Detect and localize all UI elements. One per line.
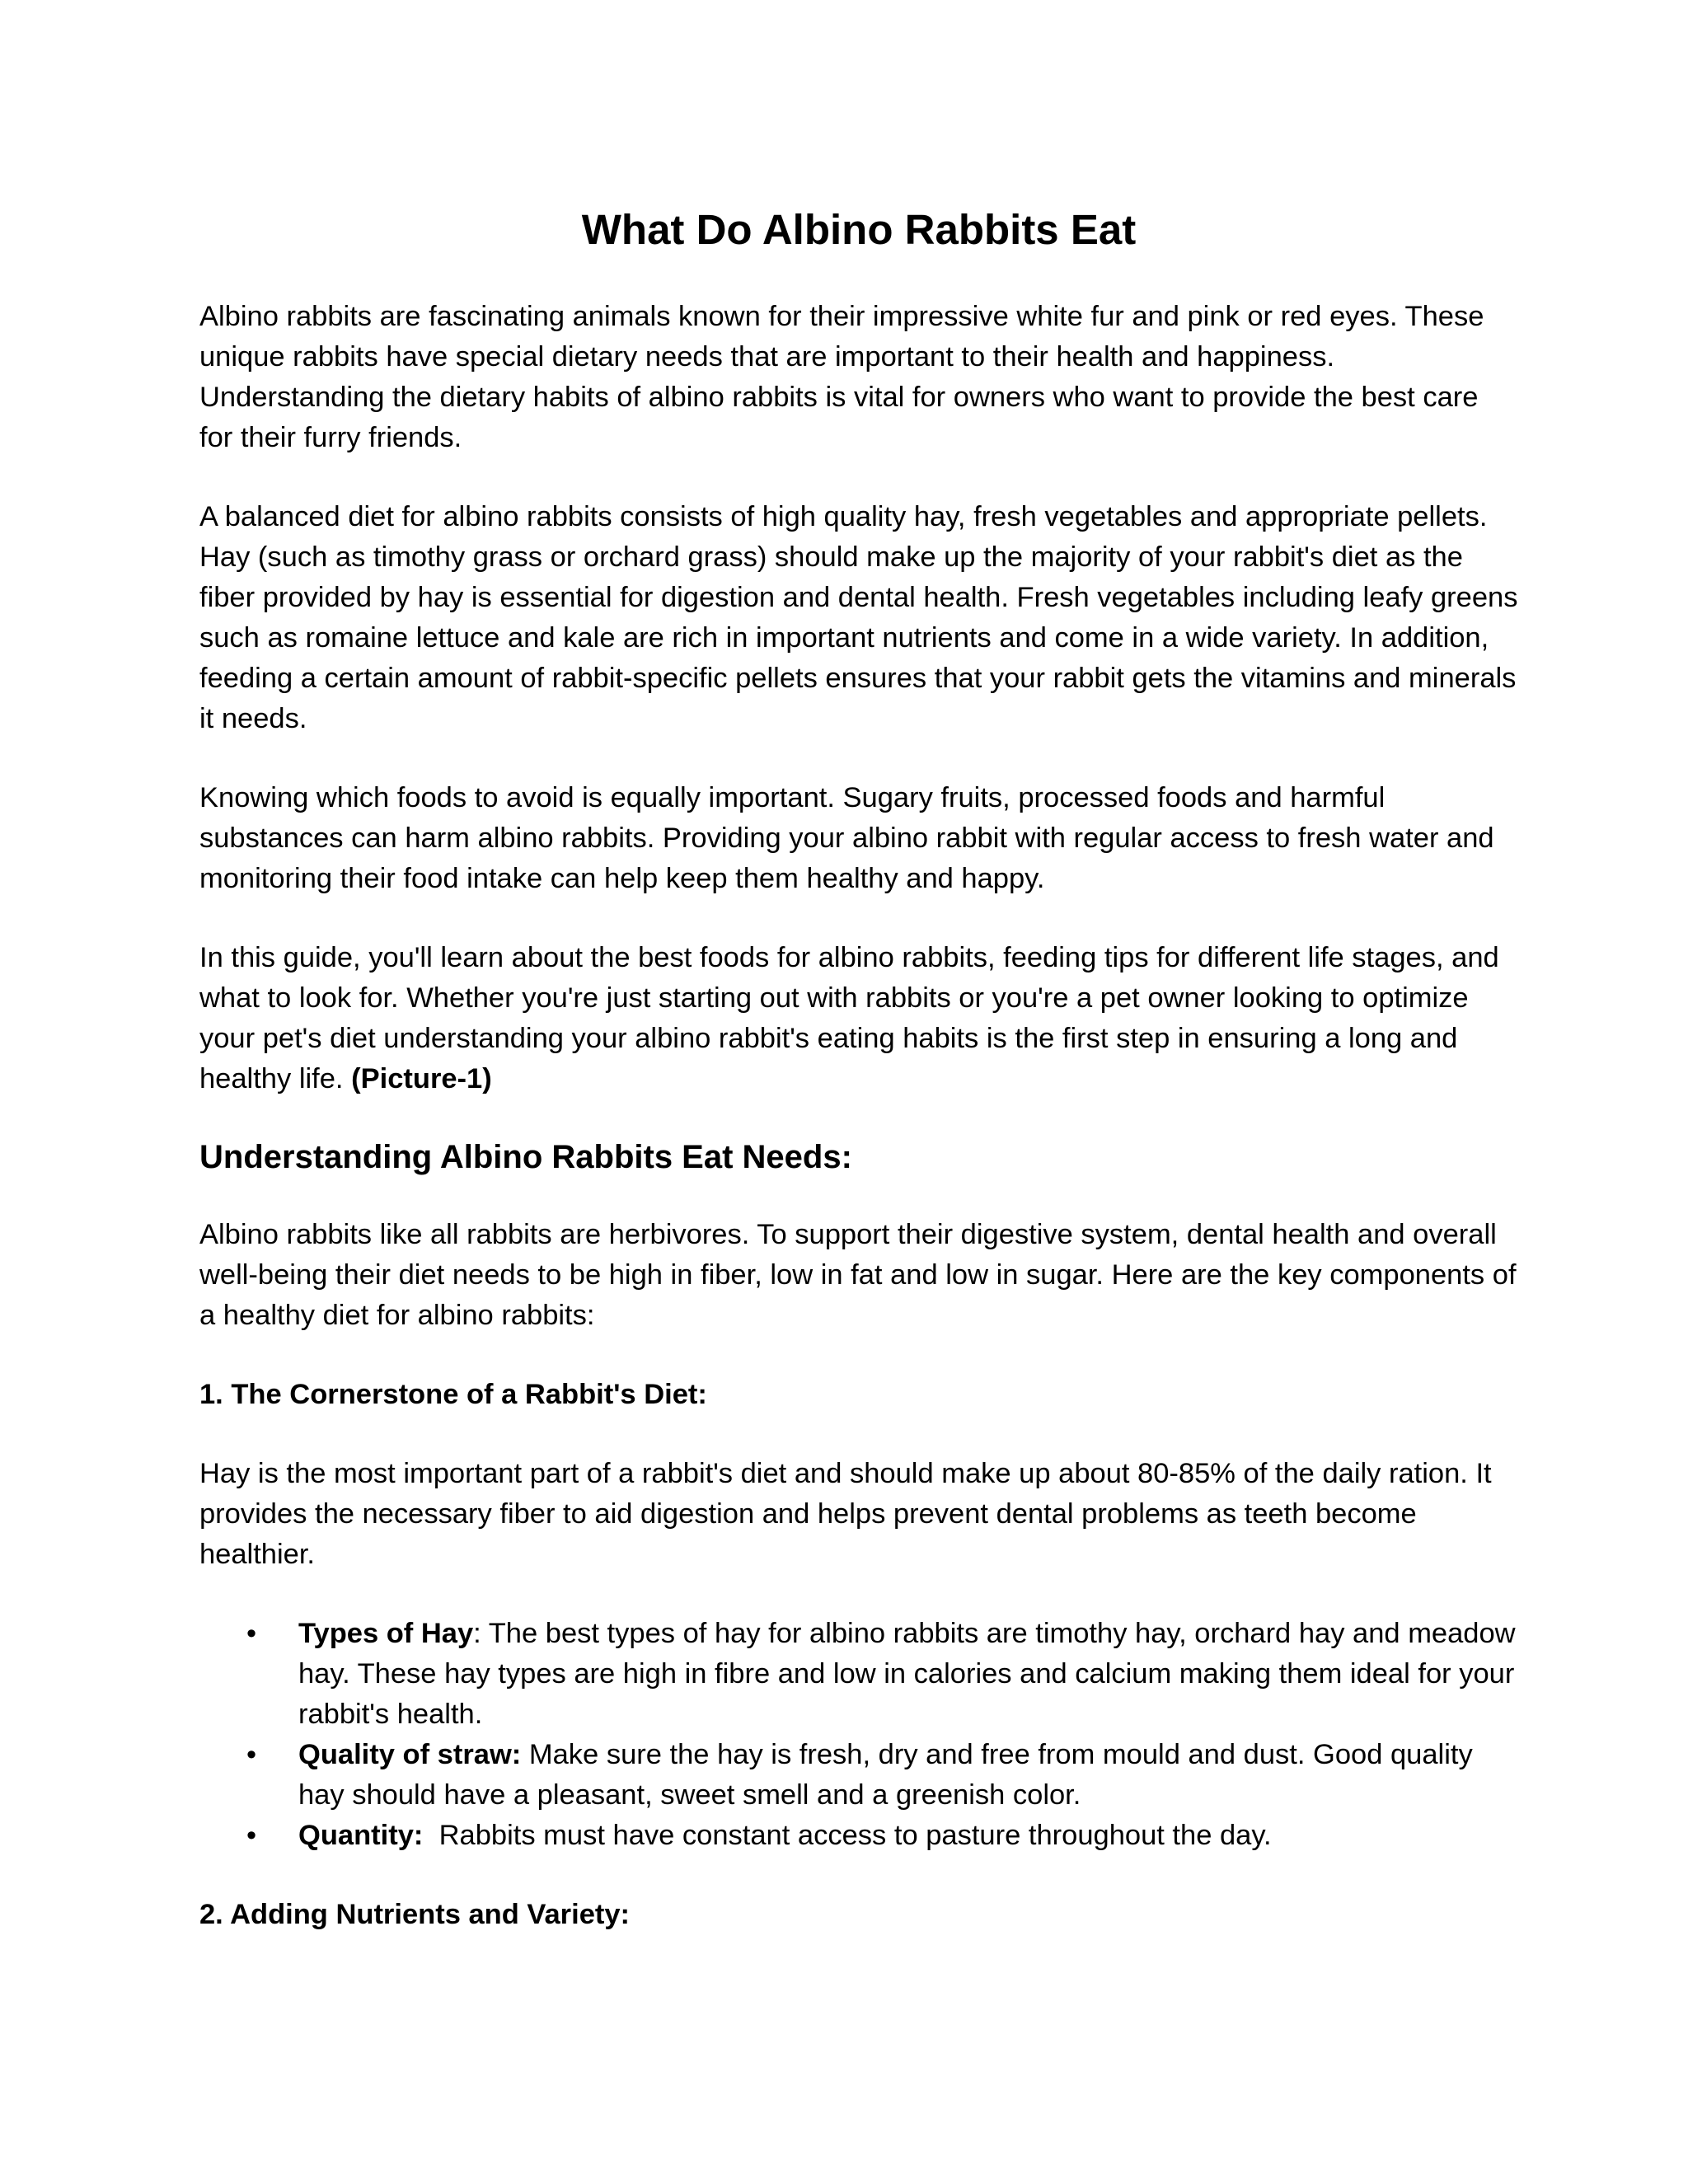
bullet-item-quality-of-straw (199, 1735, 1518, 1816)
bullet-text: : The best types of hay for albino rabbits are timothy hay, orchard hay and meadow hay. These hay types are high in fibre and low in calories and calcium making them ideal for your rabbit's health. (298, 1618, 1516, 1730)
bullet-text: Make sure the hay is fresh, dry and free from mould and dust. Good quality hay should have a pleasant, sweet smell and a greenish color. (298, 1739, 1473, 1811)
bullet-label: Quality of straw: (298, 1739, 522, 1770)
subsection-1-heading: 1. The Cornerstone of a Rabbit's Diet: (199, 1379, 707, 1410)
hay-bullet-list (199, 1614, 1518, 1856)
bullet-item-types-of-hay (199, 1614, 1518, 1735)
bullet-icon: • (246, 1820, 257, 1851)
subsection-2-heading: 2. Adding Nutrients and Variety: (199, 1899, 631, 1930)
section-paragraph: Albino rabbits like all rabbits are herbivores. To support their digestive system, dental health and overall well-being their diet needs to be high in fiber, low in fat and low in sugar. Here are the key components of a healthy diet for albino rabbits: (199, 1219, 1517, 1331)
bullet-icon: • (246, 1739, 257, 1770)
section-heading: Understanding Albino Rabbits Eat Needs: (199, 1139, 852, 1175)
bullet-item-quantity (199, 1816, 1518, 1856)
intro-paragraph-1: Albino rabbits are fascinating animals known for their impressive white fur and pink or red eyes. These unique rabbits have special dietary needs that are important to their health and happiness. Understanding the dietary habits of albino rabbits is vital for owners who want to provide the best care for their furry friends. (199, 301, 1484, 453)
intro-paragraph-3: Knowing which foods to avoid is equally important. Sugary fruits, processed foods and harmful substances can harm albino rabbits. Providing your albino rabbit with regular access to fresh water and monitoring their food intake can help keep them healthy and happy. (199, 782, 1494, 894)
picture-reference: (Picture-1) (351, 1063, 492, 1094)
guide-paragraph-text: In this guide, you'll learn about the best foods for albino rabbits, feeding tips for different life stages, and what to look for. Whether you're just starting out with rabbits or you're a pet owner looking to optimize your pet's diet understanding your albino rabbit's eating habits is the first step in ensuring a long and healthy life. (199, 942, 1499, 1094)
bullet-icon: • (246, 1618, 257, 1649)
bullet-text: Rabbits must have constant access to pasture throughout the day. (423, 1820, 1272, 1851)
guide-paragraph (199, 938, 1518, 1099)
document-content (199, 198, 1518, 1974)
bullet-label: Types of Hay (298, 1618, 474, 1649)
page-title: What Do Albino Rabbits Eat (581, 206, 1137, 253)
bullet-label: Quantity: (298, 1820, 424, 1851)
subsection-1-paragraph: Hay is the most important part of a rabbit's diet and should make up about 80-85% of the daily ration. It provides the necessary fiber to aid digestion and helps prevent dental problems as teeth become healthier. (199, 1458, 1492, 1570)
intro-paragraph-2: A balanced diet for albino rabbits consists of high quality hay, fresh vegetables and appropriate pellets. Hay (such as timothy grass or orchard grass) should make up the majority of your rabbit's diet as the fiber provided by hay is essential for digestion and dental health. Fresh vegetables including leafy greens such as romaine lettuce and kale are rich in important nutrients and come in a wide variety. In addition, feeding a certain amount of rabbit-specific pellets ensures that your rabbit gets the vitamins and minerals it needs. (199, 501, 1518, 734)
